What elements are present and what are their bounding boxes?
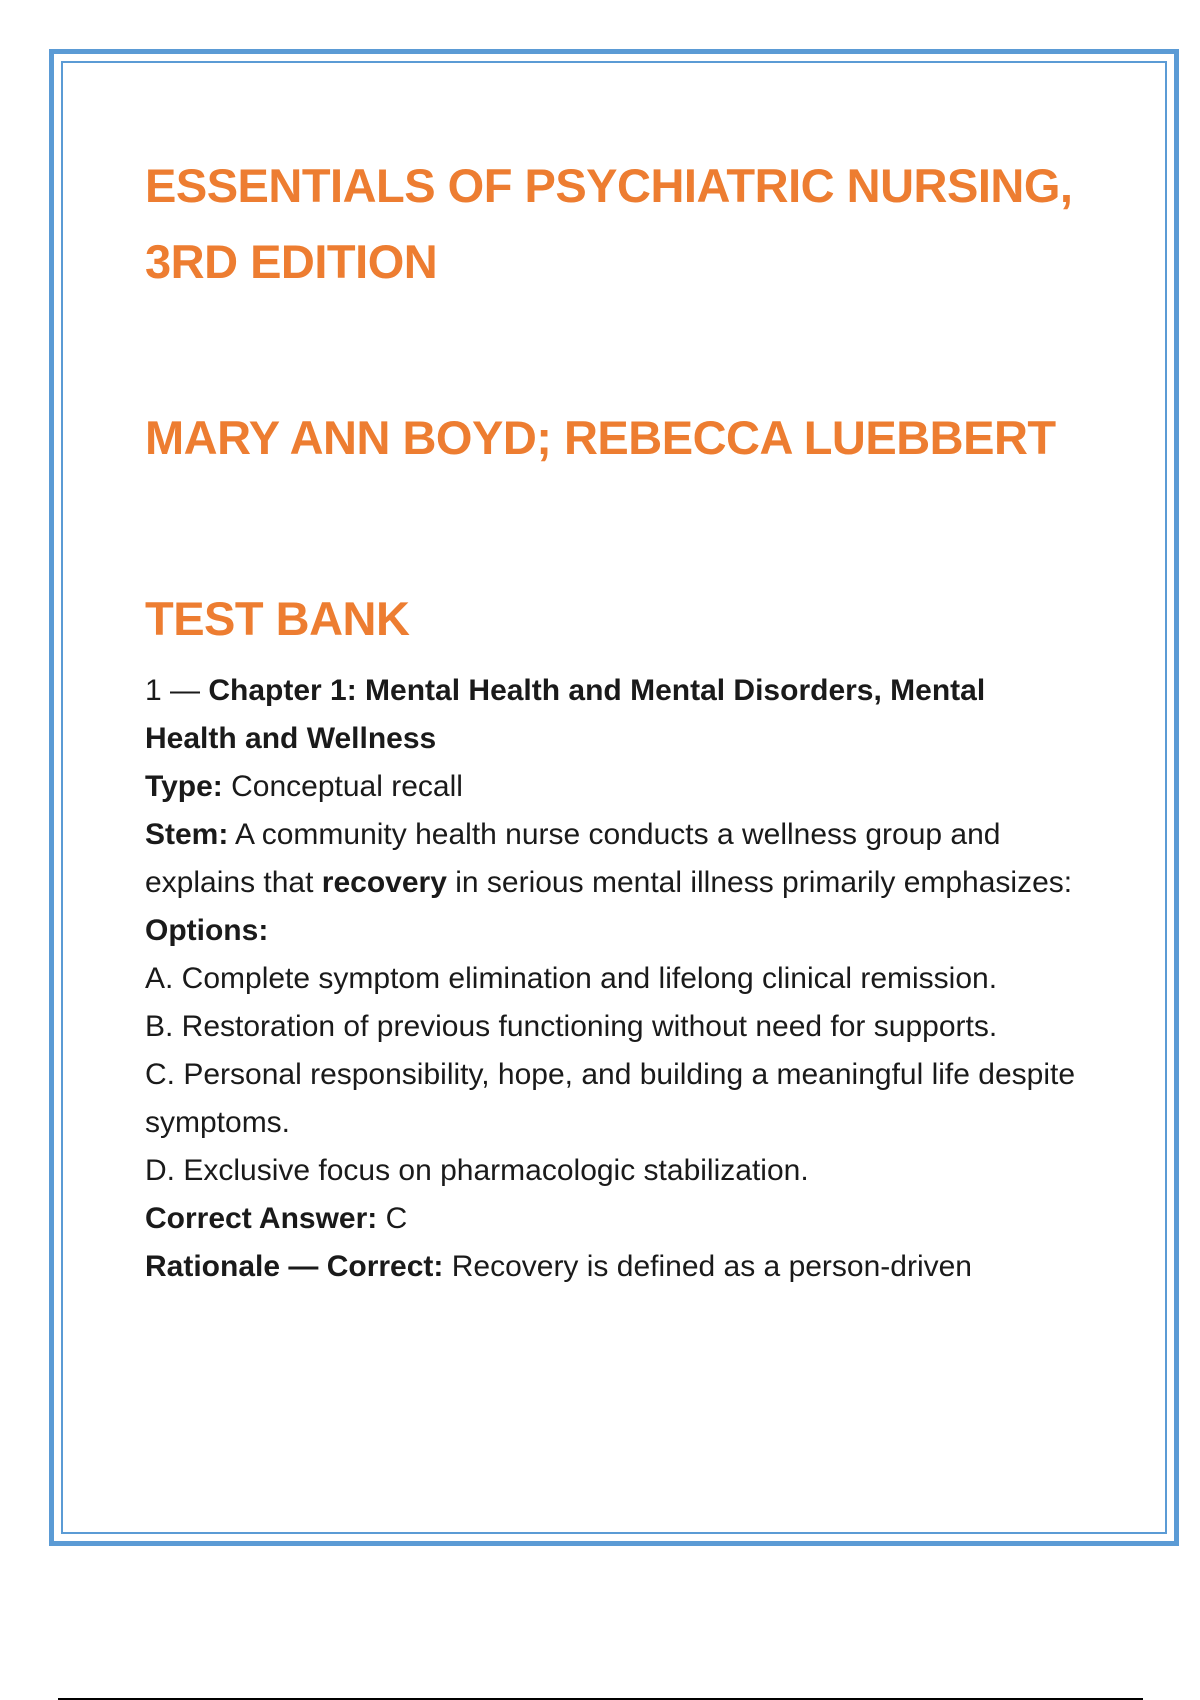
stem-label: Stem: bbox=[145, 818, 229, 851]
answer-label: Correct Answer: bbox=[145, 1202, 378, 1235]
stem-emphasis: recovery bbox=[321, 866, 447, 899]
book-title bbox=[145, 148, 1085, 300]
option-c: C. Personal responsibility, hope, and building a meaningful life despite symptoms. bbox=[145, 1058, 1076, 1139]
rationale bbox=[145, 1243, 1085, 1291]
book-authors: MARY ANN BOYD; REBECCA LUEBBERT bbox=[145, 411, 1056, 464]
stem-text-start: A community health nurse conducts a wellness group and explains that bbox=[145, 818, 1001, 899]
type-value: Conceptual recall bbox=[222, 770, 463, 803]
option-d: D. Exclusive focus on pharmacologic stabilization. bbox=[145, 1154, 809, 1187]
question-type bbox=[145, 763, 1085, 811]
option-b: B. Restoration of previous functioning without need for supports. bbox=[145, 1010, 998, 1043]
answer-value: C bbox=[377, 1202, 408, 1235]
rationale-label: Rationale — Correct: bbox=[145, 1250, 444, 1283]
book-title-line2: 3RD EDITION bbox=[145, 235, 438, 288]
option-a: A. Complete symptom elimination and lifelong clinical remission. bbox=[145, 962, 998, 995]
rationale-text: Recovery is defined as a person-driven bbox=[443, 1250, 972, 1283]
question-stem bbox=[145, 811, 1085, 907]
question-block bbox=[145, 667, 1085, 1291]
correct-answer bbox=[145, 1195, 1085, 1243]
stem-text-end: in serious mental illness primarily emphasizes: bbox=[446, 866, 1073, 899]
question-dash: — bbox=[161, 674, 209, 707]
type-label: Type: bbox=[145, 770, 223, 803]
question-chapter: Chapter 1: Mental Health and Mental Disorders, Mental Health and Wellness bbox=[145, 674, 986, 755]
question-number: 1 bbox=[145, 674, 162, 707]
document-content bbox=[145, 148, 1085, 1291]
options-label: Options: bbox=[145, 914, 269, 947]
book-title-line1: ESSENTIALS OF PSYCHIATRIC NURSING, bbox=[145, 159, 1073, 212]
question-header bbox=[145, 667, 1085, 763]
section-heading: TEST BANK bbox=[145, 592, 410, 645]
